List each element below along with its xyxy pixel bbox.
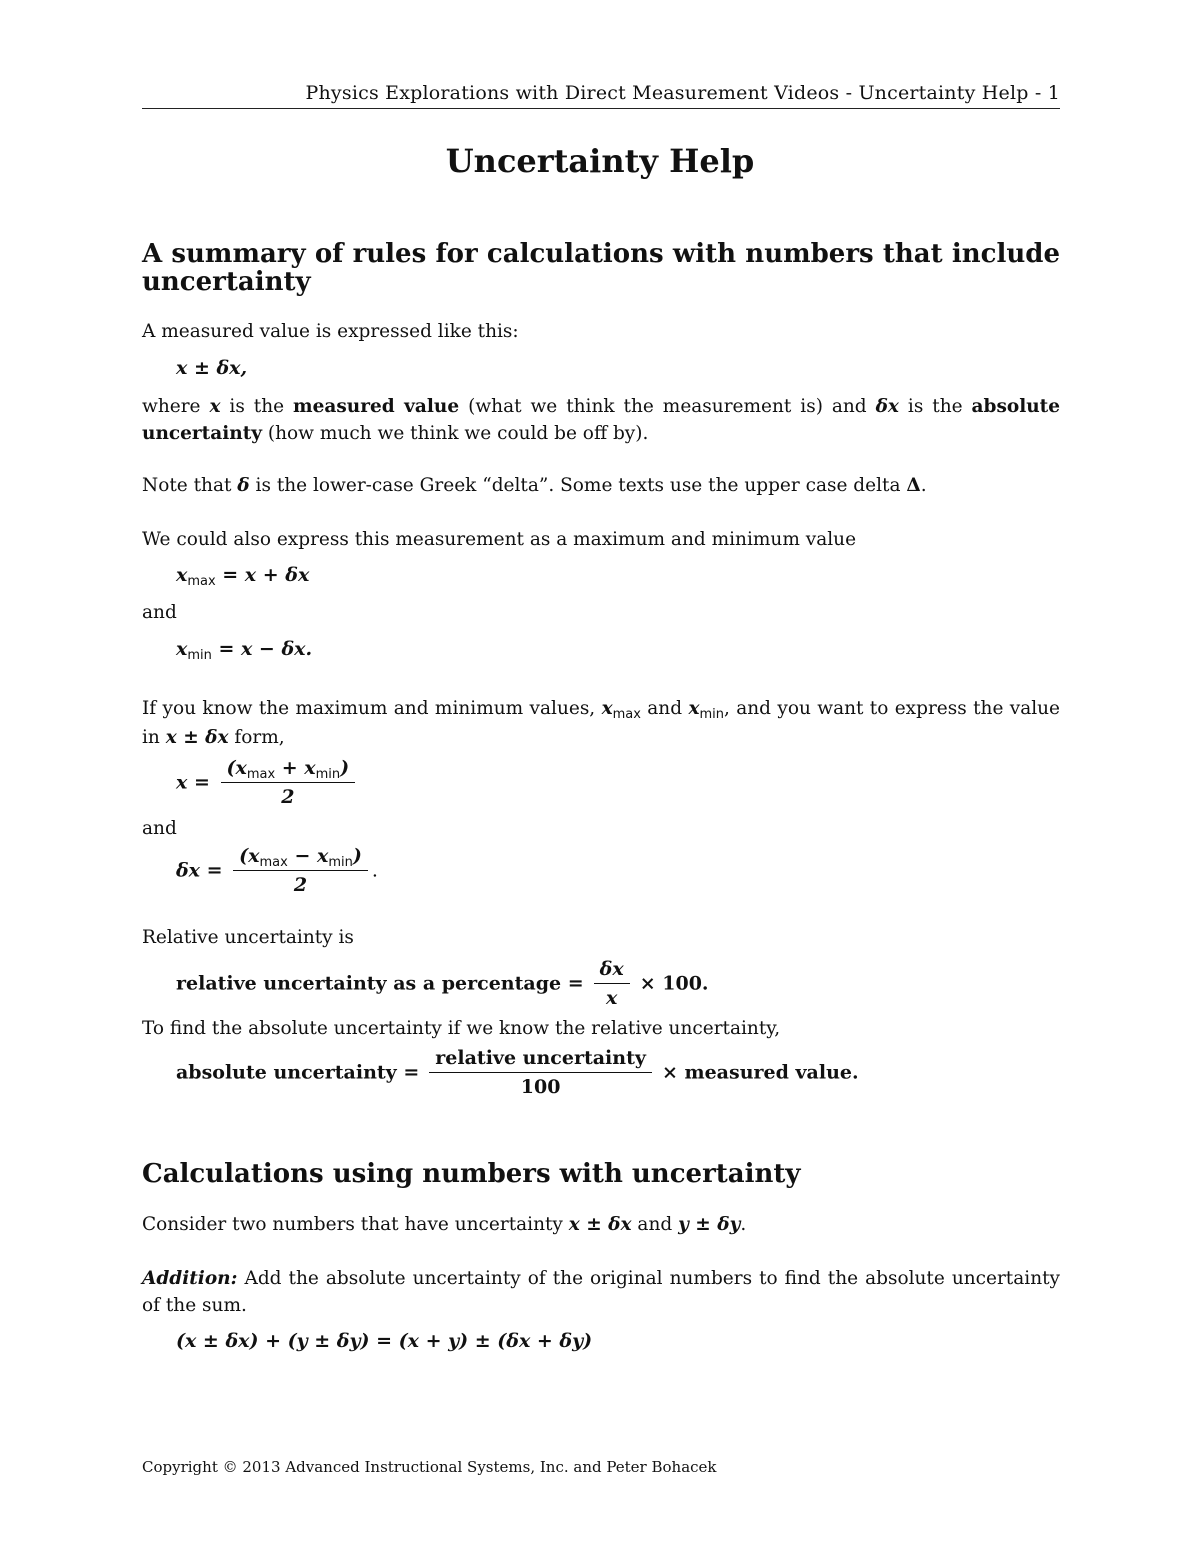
fraction-relative: $\frac{\delta x}{x}$ <box>594 958 630 1009</box>
fraction-dx: $\frac{(x_{max} - x_{min})}{2}$ <box>233 845 368 896</box>
paragraph-maxmin: We could also express this measurement as a maximum and minimum value <box>142 529 857 550</box>
section-heading-calculations: Calculations using numbers with uncertainty <box>142 1159 801 1189</box>
paragraph-delta-note: Note that δ is the lower-case Greek “delta”. Some texts use the upper case delta Δ. <box>142 475 927 496</box>
equation-dx-halfrange: δx = $\frac{(x_{max} - x_{min})}{2}$ . <box>176 845 378 896</box>
equation-addition: (x ± δx) + (y ± δy) = (x + y) ± (δx + δy) <box>176 1330 593 1352</box>
page-title: Uncertainty Help <box>445 142 755 180</box>
measured-intro: A measured value is expressed like this: <box>142 321 519 342</box>
equation-measured: x ± δx, <box>176 357 248 379</box>
equation-xmin: $x_{min} = x - \delta x$. <box>176 638 313 663</box>
fraction-absolute: $\frac{\text{relative uncertainty}}{100}$ <box>429 1047 652 1098</box>
and-text-2: and <box>142 818 177 839</box>
equation-xmax: $x_{max} = x + \delta x$ <box>176 564 310 589</box>
copyright-footer: Copyright © 2013 Advanced Instructional Systems, Inc. and Peter Bohacek <box>142 1458 717 1476</box>
equation-relative-uncertainty: relative uncertainty as a percentage = $\frac{\delta x}{x}$ × 100. <box>176 958 709 1009</box>
equation-absolute-uncertainty: absolute uncertainty = $\frac{\text{relative uncertainty}}{100}$ × measured value. <box>176 1047 859 1098</box>
fraction-x: $\frac{(x_{max} + x_{min})}{2}$ <box>221 757 356 808</box>
paragraph-consider: Consider two numbers that have uncertainty x ± δx and y ± δy. <box>142 1214 747 1235</box>
paragraph-if-know: If you know the maximum and minimum values, $x_{max}$ and $x_{min}$, and you want to express the value in x ± δx form, <box>142 698 1061 748</box>
and-text-1: and <box>142 602 177 623</box>
equation-x-mean: x = $\frac{(x_{max} + x_{min})}{2}$ <box>176 757 359 808</box>
addition-label: Addition: <box>142 1268 238 1289</box>
paragraph-addition: Addition: Add the absolute uncertainty of the original numbers to find the absolute uncertainty of the sum. <box>142 1268 1060 1316</box>
paragraph-to-find: To find the absolute uncertainty if we know the relative uncertainty, <box>142 1018 781 1039</box>
paragraph-where: where x is the measured value (what we think the measurement is) and δx is the absolute uncertainty (how much we think we could be off by). <box>142 396 1060 444</box>
running-head: Physics Explorations with Direct Measurement Videos - Uncertainty Help - 1 <box>142 82 1060 109</box>
section-heading-summary: A summary of rules for calculations with numbers that include uncertainty <box>142 239 1060 297</box>
paragraph-relative: Relative uncertainty is <box>142 927 354 948</box>
